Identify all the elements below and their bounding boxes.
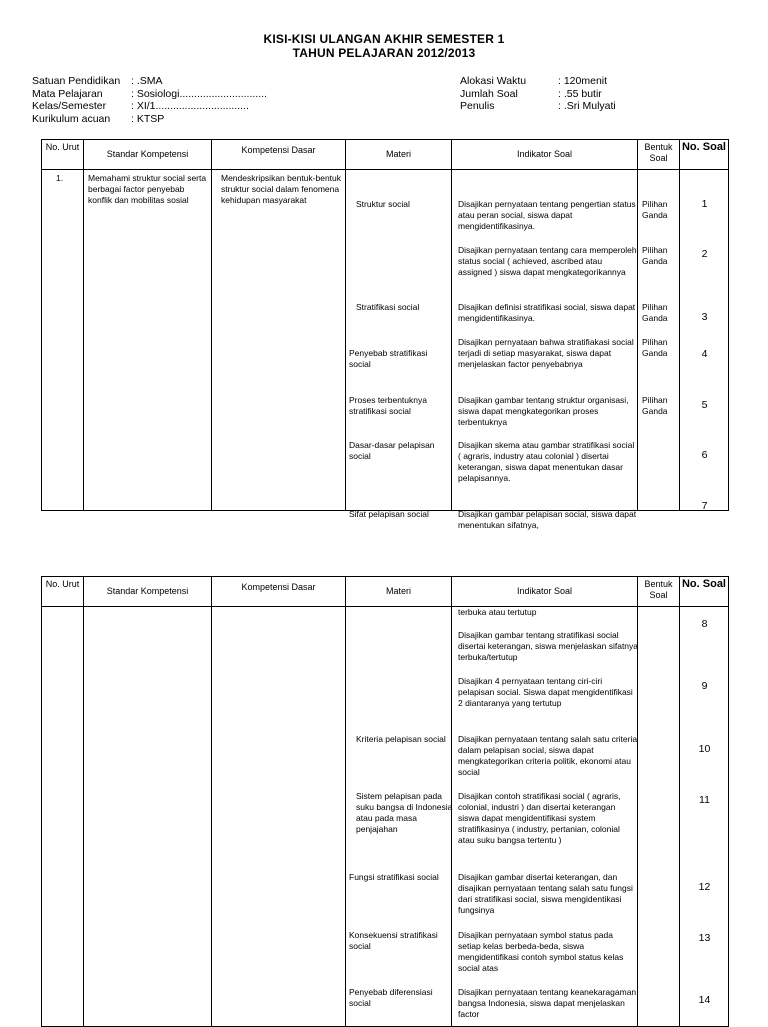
no-soal-item: 10: [698, 743, 711, 755]
header-no-urut: No. Urut: [42, 140, 84, 170]
indikator-item: Disajikan contoh stratifikasi social ( agraris, colonial, industri ) dan disertai keterangan siswa dapat mengidentifikasi system stratifikasinya ( industry, pertanian, colonial atau suku bangsa tertentu ): [458, 791, 621, 845]
meta-satuan-pendidikan: Satuan Pendidikan : .SMA: [32, 75, 163, 87]
header-bentuk-soal: Bentuk Soal: [638, 140, 680, 170]
meta-kelas-semester: Kelas/Semester : XI/1................................: [32, 100, 249, 112]
no-soal-item: 7: [701, 500, 708, 512]
indikator-item: Disajikan pernyataan tentang pengertian status atau peran social, siswa dapat mengidentifikasinya.: [458, 199, 636, 231]
cell-standar-kompetensi: [84, 607, 212, 1027]
materi-item: Penyebab diferensiasi social: [349, 987, 433, 1008]
indikator-item: terbuka atau tertutup: [458, 607, 537, 617]
cell-bentuk-soal: [638, 607, 680, 1027]
table-row: [42, 170, 729, 511]
kisi-kisi-table-page2: [41, 576, 729, 1027]
header-indikator-soal: Indikator Soal: [452, 140, 638, 170]
meta-jumlah-soal: Jumlah Soal : .55 butir: [460, 87, 602, 100]
header-standar-kompetensi: Standar Kompetensi: [84, 140, 212, 170]
materi-item: Sistem pelapisan pada suku bangsa di Indonesia atau pada masa penjajahan: [356, 791, 453, 834]
header-bentuk-soal: Bentuk Soal: [638, 577, 680, 607]
table-row: [42, 607, 729, 1027]
no-soal-item: 8: [701, 618, 708, 630]
cell-standar-kompetensi: Memahami struktur social serta berbagai factor penyebab konflik dan mobilitas sosial: [84, 170, 212, 511]
cell-no-soal: [680, 170, 729, 511]
indikator-item: Disajikan pernyataan tentang cara memperoleh status social ( achieved, ascribed atau assigned ) siswa dapat mengkategorikannya: [458, 245, 637, 277]
cell-kompetensi-dasar: Mendeskripsikan bentuk-bentuk struktur social dalam fenomena kehidupan masyarakat: [212, 170, 346, 511]
bentuk-item: Pilihan Ganda: [642, 245, 668, 266]
kisi-kisi-table-page1: [41, 139, 729, 530]
header-materi: Materi: [346, 140, 452, 170]
header-no-soal: No. Soal: [680, 577, 729, 607]
no-soal-item: 11: [699, 794, 710, 806]
meta-alokasi-waktu: Alokasi Waktu : 120menit: [460, 75, 608, 87]
no-soal-item: 13: [698, 932, 711, 944]
materi-item: Dasar-dasar pelapisan social: [349, 440, 435, 461]
cell-no-urut: [42, 607, 84, 1027]
materi-item: Fungsi stratifikasi social: [349, 872, 439, 882]
indikator-item: Disajikan gambar pelapisan social, siswa dapat menentukan sifatnya,: [458, 509, 637, 530]
indikator-item: Disajikan gambar disertai keterangan, dan disajikan pernyataan tentang salah satu fungsi dari stratifikasi social, siswa mengidentikasi fungsinya: [458, 872, 633, 915]
bentuk-item: Pilihan Ganda: [642, 199, 668, 220]
header-kompetensi-dasar: Kompetensi Dasar: [212, 577, 346, 607]
identity-info-right: [460, 75, 616, 113]
header-materi: Materi: [346, 577, 452, 607]
indikator-item: Disajikan skema atau gambar stratifikasi social ( agraris, industry atau colonial ) disertai keterangan, siswa dapat menentukan dasar pelapisannya.: [458, 440, 635, 483]
no-soal-item: 12: [698, 881, 711, 893]
table-header-row: [42, 577, 729, 607]
no-soal-item: 1: [701, 198, 708, 210]
no-soal-item: 2: [701, 248, 708, 260]
document-title: KISI-KISI ULANGAN AKHIR SEMESTER 1: [263, 32, 505, 46]
materi-item: Struktur social: [356, 199, 410, 209]
cell-bentuk-soal: [638, 170, 680, 511]
identity-info-left: [32, 75, 267, 125]
materi-item: Konsekuensi stratifikasi social: [349, 930, 438, 951]
no-soal-item: 3: [701, 311, 708, 323]
indikator-item: Disajikan pernyataan bahwa stratifiakasi social terjadi di setiap masyarakat, siswa dapat menjelaskan factor penyebabnya: [458, 337, 634, 369]
materi-item: Stratifikasi social: [356, 302, 420, 312]
no-soal-item: 9: [701, 680, 708, 692]
indikator-item: Disajikan pernyataan tentang keanekaragaman bangsa Indonesia, siswa dapat menjelaskan factor: [458, 987, 637, 1019]
cell-indikator-soal: [452, 607, 638, 1027]
document-subtitle: TAHUN PELAJARAN 2012/2013: [292, 46, 476, 60]
indikator-item: Disajikan pernyataan tentang salah satu criteria dalam pelapisan social, siswa dapat mengkategorikan criteria politik, ekonomi atau social: [458, 734, 638, 777]
indikator-item: Disajikan gambar tentang stratifikasi social disertai keterangan, siswa menjelaskan sifatnya terbuka/tertutup: [458, 630, 639, 662]
indikator-item: Disajikan pernyataan symbol status pada setiap kelas berbeda-beda, siswa mengidentifikasi contoh symbol status kelas social atas: [458, 930, 624, 973]
no-soal-item: 14: [698, 994, 711, 1006]
materi-item: Kriteria pelapisan social: [356, 734, 446, 744]
meta-mata-pelajaran: Mata Pelajaran : Sosiologi..............................: [32, 87, 267, 100]
materi-item: Penyebab stratifikasi social: [349, 348, 428, 369]
bentuk-item: Pilihan Ganda: [642, 337, 668, 358]
indikator-item: Disajikan 4 pernyataan tentang ciri-ciri pelapisan social. Siswa dapat mengidentifikasi 2 diantaranya yang tertutup: [458, 676, 633, 708]
header-standar-kompetensi: Standar Kompetensi: [84, 577, 212, 607]
materi-item: Sifat pelapisan social: [349, 509, 429, 519]
no-soal-item: 5: [701, 399, 708, 411]
cell-no-soal: [680, 607, 729, 1027]
header-no-urut: No. Urut: [42, 577, 84, 607]
table-header-row: [42, 140, 729, 170]
meta-kurikulum: Kurikulum acuan : KTSP: [32, 112, 165, 125]
header-indikator-soal: Indikator Soal: [452, 577, 638, 607]
indikator-item: Disajikan gambar tentang struktur organisasi, siswa dapat mengkategorikan proses terbentuknya: [458, 395, 629, 427]
indikator-item: Disajikan definisi stratifikasi social, siswa dapat mengidentifikasinya.: [458, 302, 636, 323]
cell-kompetensi-dasar: [212, 607, 346, 1027]
cell-indikator-soal: [452, 170, 638, 530]
meta-penulis: Penulis : .Sri Mulyati: [460, 100, 616, 112]
no-soal-item: 6: [701, 449, 708, 461]
materi-item: Proses terbentuknya stratifikasi social: [349, 395, 427, 416]
cell-materi: [346, 607, 452, 1027]
cell-no-urut: 1.: [42, 170, 84, 511]
header-no-soal: No. Soal: [680, 140, 729, 170]
no-soal-item: 4: [701, 348, 708, 360]
header-kompetensi-dasar: Kompetensi Dasar: [212, 140, 346, 170]
cell-materi: [346, 170, 452, 519]
bentuk-item: Pilihan Ganda: [642, 395, 668, 416]
bentuk-item: Pilihan Ganda: [642, 302, 668, 323]
